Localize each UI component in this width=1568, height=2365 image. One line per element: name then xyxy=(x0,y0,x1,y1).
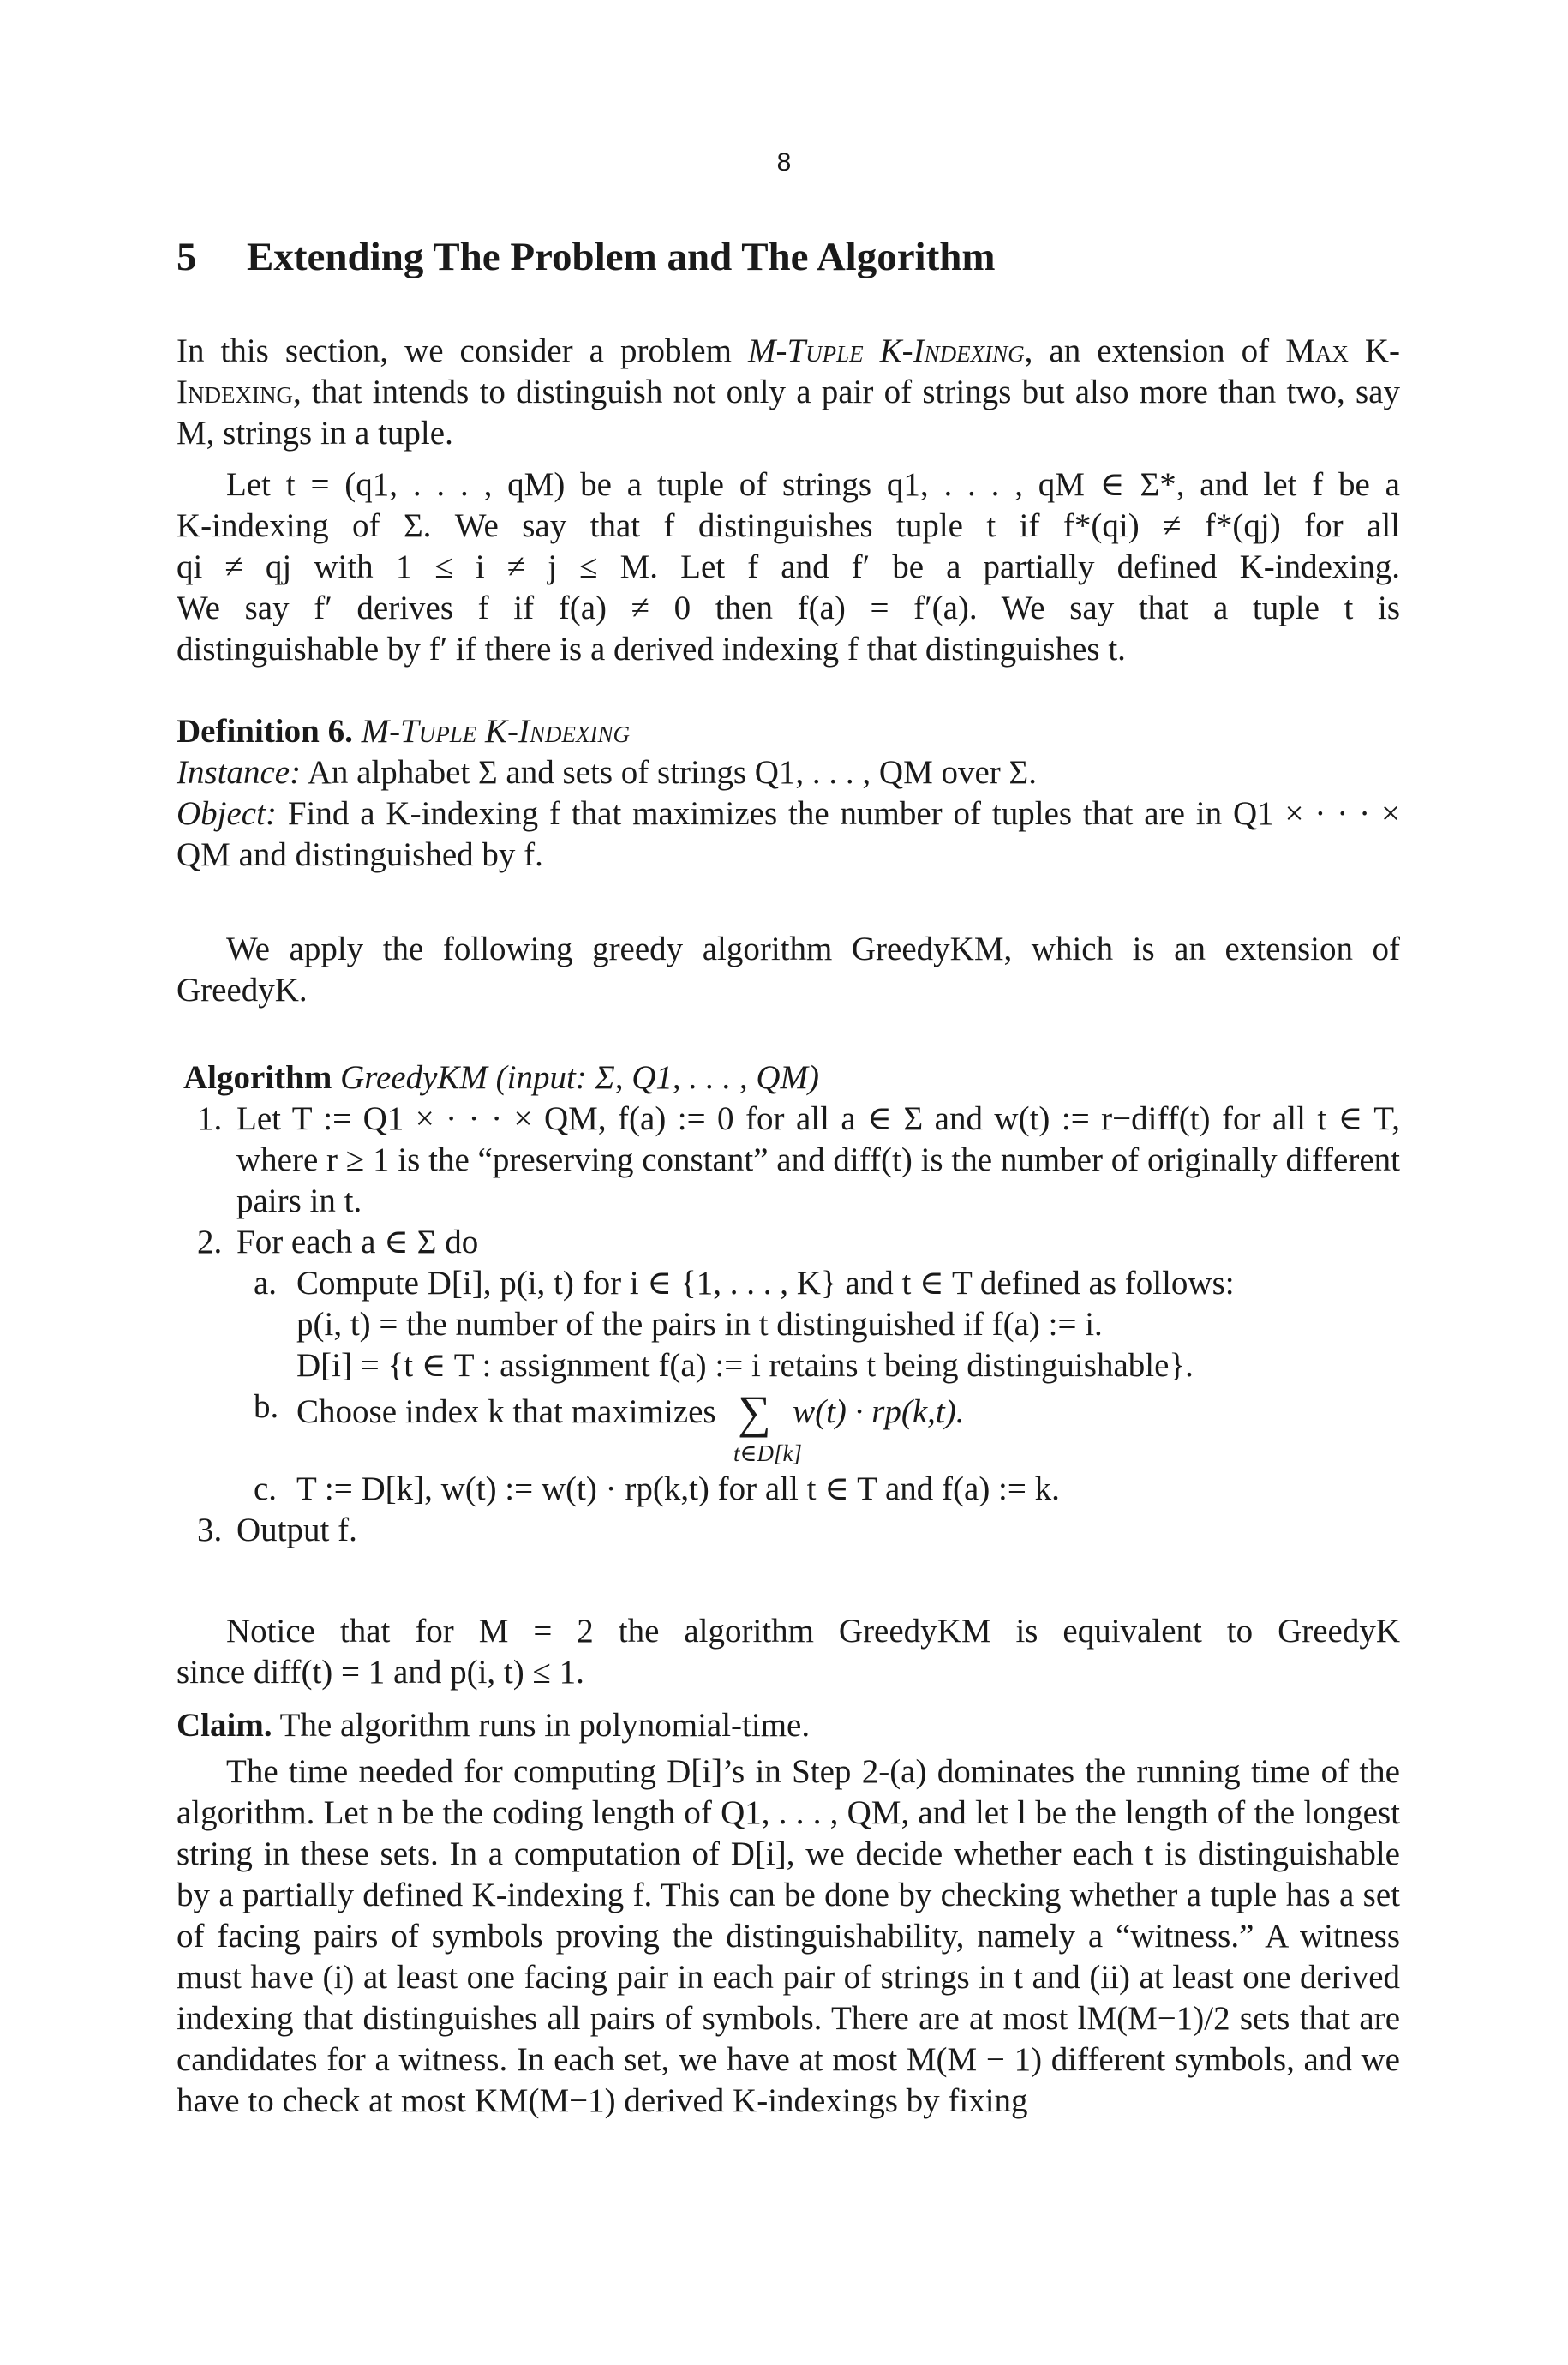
step-2a-d-definition: D[i] = {t ∈ T : assignment f(a) := i retains t being distinguishable}. xyxy=(296,1347,1194,1384)
step-3-text: Output f. xyxy=(236,1512,357,1548)
claim-label: Claim. xyxy=(177,1707,272,1744)
step-2b-sum-index: t∈D[k] xyxy=(733,1440,802,1466)
step-2b-summand: w(t) · rp(k,t). xyxy=(793,1393,965,1430)
notice-line-1: Notice that for M = 2 the algorithm GreedyKM is equivalent to GreedyK xyxy=(226,1613,1400,1650)
definition-6 xyxy=(177,711,1400,876)
object-text: Find a K-indexing f that maximizes the number of tuples that are in Q1 × · · · × QM and distinguished by f. xyxy=(177,795,1401,873)
definition-object xyxy=(177,793,1400,876)
intro-mid: , an extension of xyxy=(1024,332,1270,369)
object-label: Object: xyxy=(177,795,277,832)
step-2-label: 2. xyxy=(197,1224,223,1260)
complexity-paragraph xyxy=(177,1751,1400,2122)
section-title: Extending The Problem and The Algorithm xyxy=(247,235,996,279)
step-2a-label: a. xyxy=(254,1265,278,1302)
definition-instance xyxy=(177,752,1400,793)
base-problem-name: Max K-Indexing xyxy=(177,332,1401,410)
algorithm-step-3 xyxy=(177,1510,1400,1551)
instance-label: Instance: xyxy=(177,754,302,791)
claim-body: The algorithm runs in polynomial-time. xyxy=(279,1707,811,1744)
distinguish-paragraph xyxy=(177,464,1400,670)
definition-label: Definition 6. xyxy=(177,713,353,750)
step-2c-label: c. xyxy=(254,1470,278,1507)
problem-name: M-Tuple K-Indexing xyxy=(747,332,1025,369)
page-number: 8 xyxy=(776,148,792,177)
notice-line-2: since diff(t) = 1 and p(i, t) ≤ 1. xyxy=(177,1654,584,1691)
step-1-label: 1. xyxy=(197,1100,223,1137)
step-2b-label: b. xyxy=(254,1388,279,1425)
algorithm-step-2c xyxy=(177,1469,1400,1510)
algorithm-heading xyxy=(177,1057,1400,1099)
step-3-label: 3. xyxy=(197,1512,223,1548)
step-2c-text: T := D[k], w(t) := w(t) · rp(k,t) for all t ∈ T and f(a) := k. xyxy=(296,1470,1060,1507)
summation-sign-icon: ∑ xyxy=(738,1386,771,1438)
algorithm-signature: GreedyKM (input: Σ, Q1, . . . , QM) xyxy=(340,1059,820,1096)
step-2b-text: Choose index k that maximizes xyxy=(296,1393,716,1430)
claim-paragraph xyxy=(177,1705,1400,1746)
algorithm-step-2b xyxy=(177,1386,1400,1469)
distinguish-line-3: qi ≠ qj with 1 ≤ i ≠ j ≤ M. Let f and f′ be a partially defined K-indexing. xyxy=(177,548,1400,585)
distinguish-line-5: distinguishable by f′ if there is a derived indexing f that distinguishes t. xyxy=(177,631,1126,668)
algorithm-title: Algorithm xyxy=(183,1059,332,1096)
intro-end: , that intends to distinguish not only a pair of strings but also more than two, say M, strings in a tuple. xyxy=(177,374,1400,452)
intro-lead: In this section, we consider a problem xyxy=(177,332,732,369)
algorithm-step-2 xyxy=(177,1222,1400,1263)
step-2-text: For each a ∈ Σ do xyxy=(236,1224,479,1260)
intro-paragraph xyxy=(177,331,1400,454)
step-2a-p-definition: p(i, t) = the number of the pairs in t distinguished if f(a) := i. xyxy=(296,1306,1103,1343)
complexity-text: The time needed for computing D[i]’s in Step 2-(a) dominates the running time of the algorithm. Let n be the coding length of Q1, . . . , QM, and let l be the length of the longest string in these sets. In a computation of D[i], we decide whether each t is distinguishable by a partially defined K-indexing f. This can be done by checking whether a tuple has a set of facing pairs of symbols proving the distinguishability, namely a “witness.” A witness must have (i) at least one facing pair in each pair of strings in t and (ii) at least one derived indexing that distinguishes all pairs of symbols. There are at most lM(M−1)/2 sets that are candidates for a witness. In each set, we have at most M(M − 1) different symbols, and we have to check at most KM(M−1) derived K-indexings by fixing xyxy=(177,1753,1400,2119)
greedy-intro-paragraph xyxy=(177,929,1400,1011)
distinguish-line-1: Let t = (q1, . . . , qM) be a tuple of strings q1, . . . , qM ∈ Σ*, and let f be a xyxy=(226,466,1400,503)
notice-paragraph xyxy=(177,1611,1400,1693)
greedy-intro-text: We apply the following greedy algorithm GreedyKM, which is an extension of GreedyK. xyxy=(177,931,1400,1009)
algorithm-step-1 xyxy=(177,1099,1400,1222)
section-heading xyxy=(177,231,1402,283)
step-2a-text: Compute D[i], p(i, t) for i ∈ {1, . . . , K} and t ∈ T defined as follows: xyxy=(296,1265,1235,1302)
distinguish-line-4: We say f′ derives f if f(a) ≠ 0 then f(a) = f′(a). We say that a tuple t is xyxy=(177,590,1400,626)
instance-text: An alphabet Σ and sets of strings Q1, . . . , QM over Σ. xyxy=(307,754,1037,791)
definition-heading xyxy=(177,711,1400,752)
definition-name: M-Tuple K-Indexing xyxy=(361,713,630,750)
intro-text xyxy=(177,331,1400,454)
algorithm-block xyxy=(177,1057,1400,1551)
section-number: 5 xyxy=(177,235,197,279)
step-1-text: Let T := Q1 × · · · × QM, f(a) := 0 for all a ∈ Σ and w(t) := r−diff(t) for all t ∈ T, where r ≥ 1 is the “preserving constant” and diff(t) is the number of originally different pairs in t. xyxy=(236,1100,1400,1219)
algorithm-step-2a xyxy=(177,1263,1400,1304)
claim-text xyxy=(177,1705,1400,1746)
distinguish-line-2: K-indexing of Σ. We say that f distinguishes tuple t if f*(qi) ≠ f*(qj) for all xyxy=(177,507,1400,544)
